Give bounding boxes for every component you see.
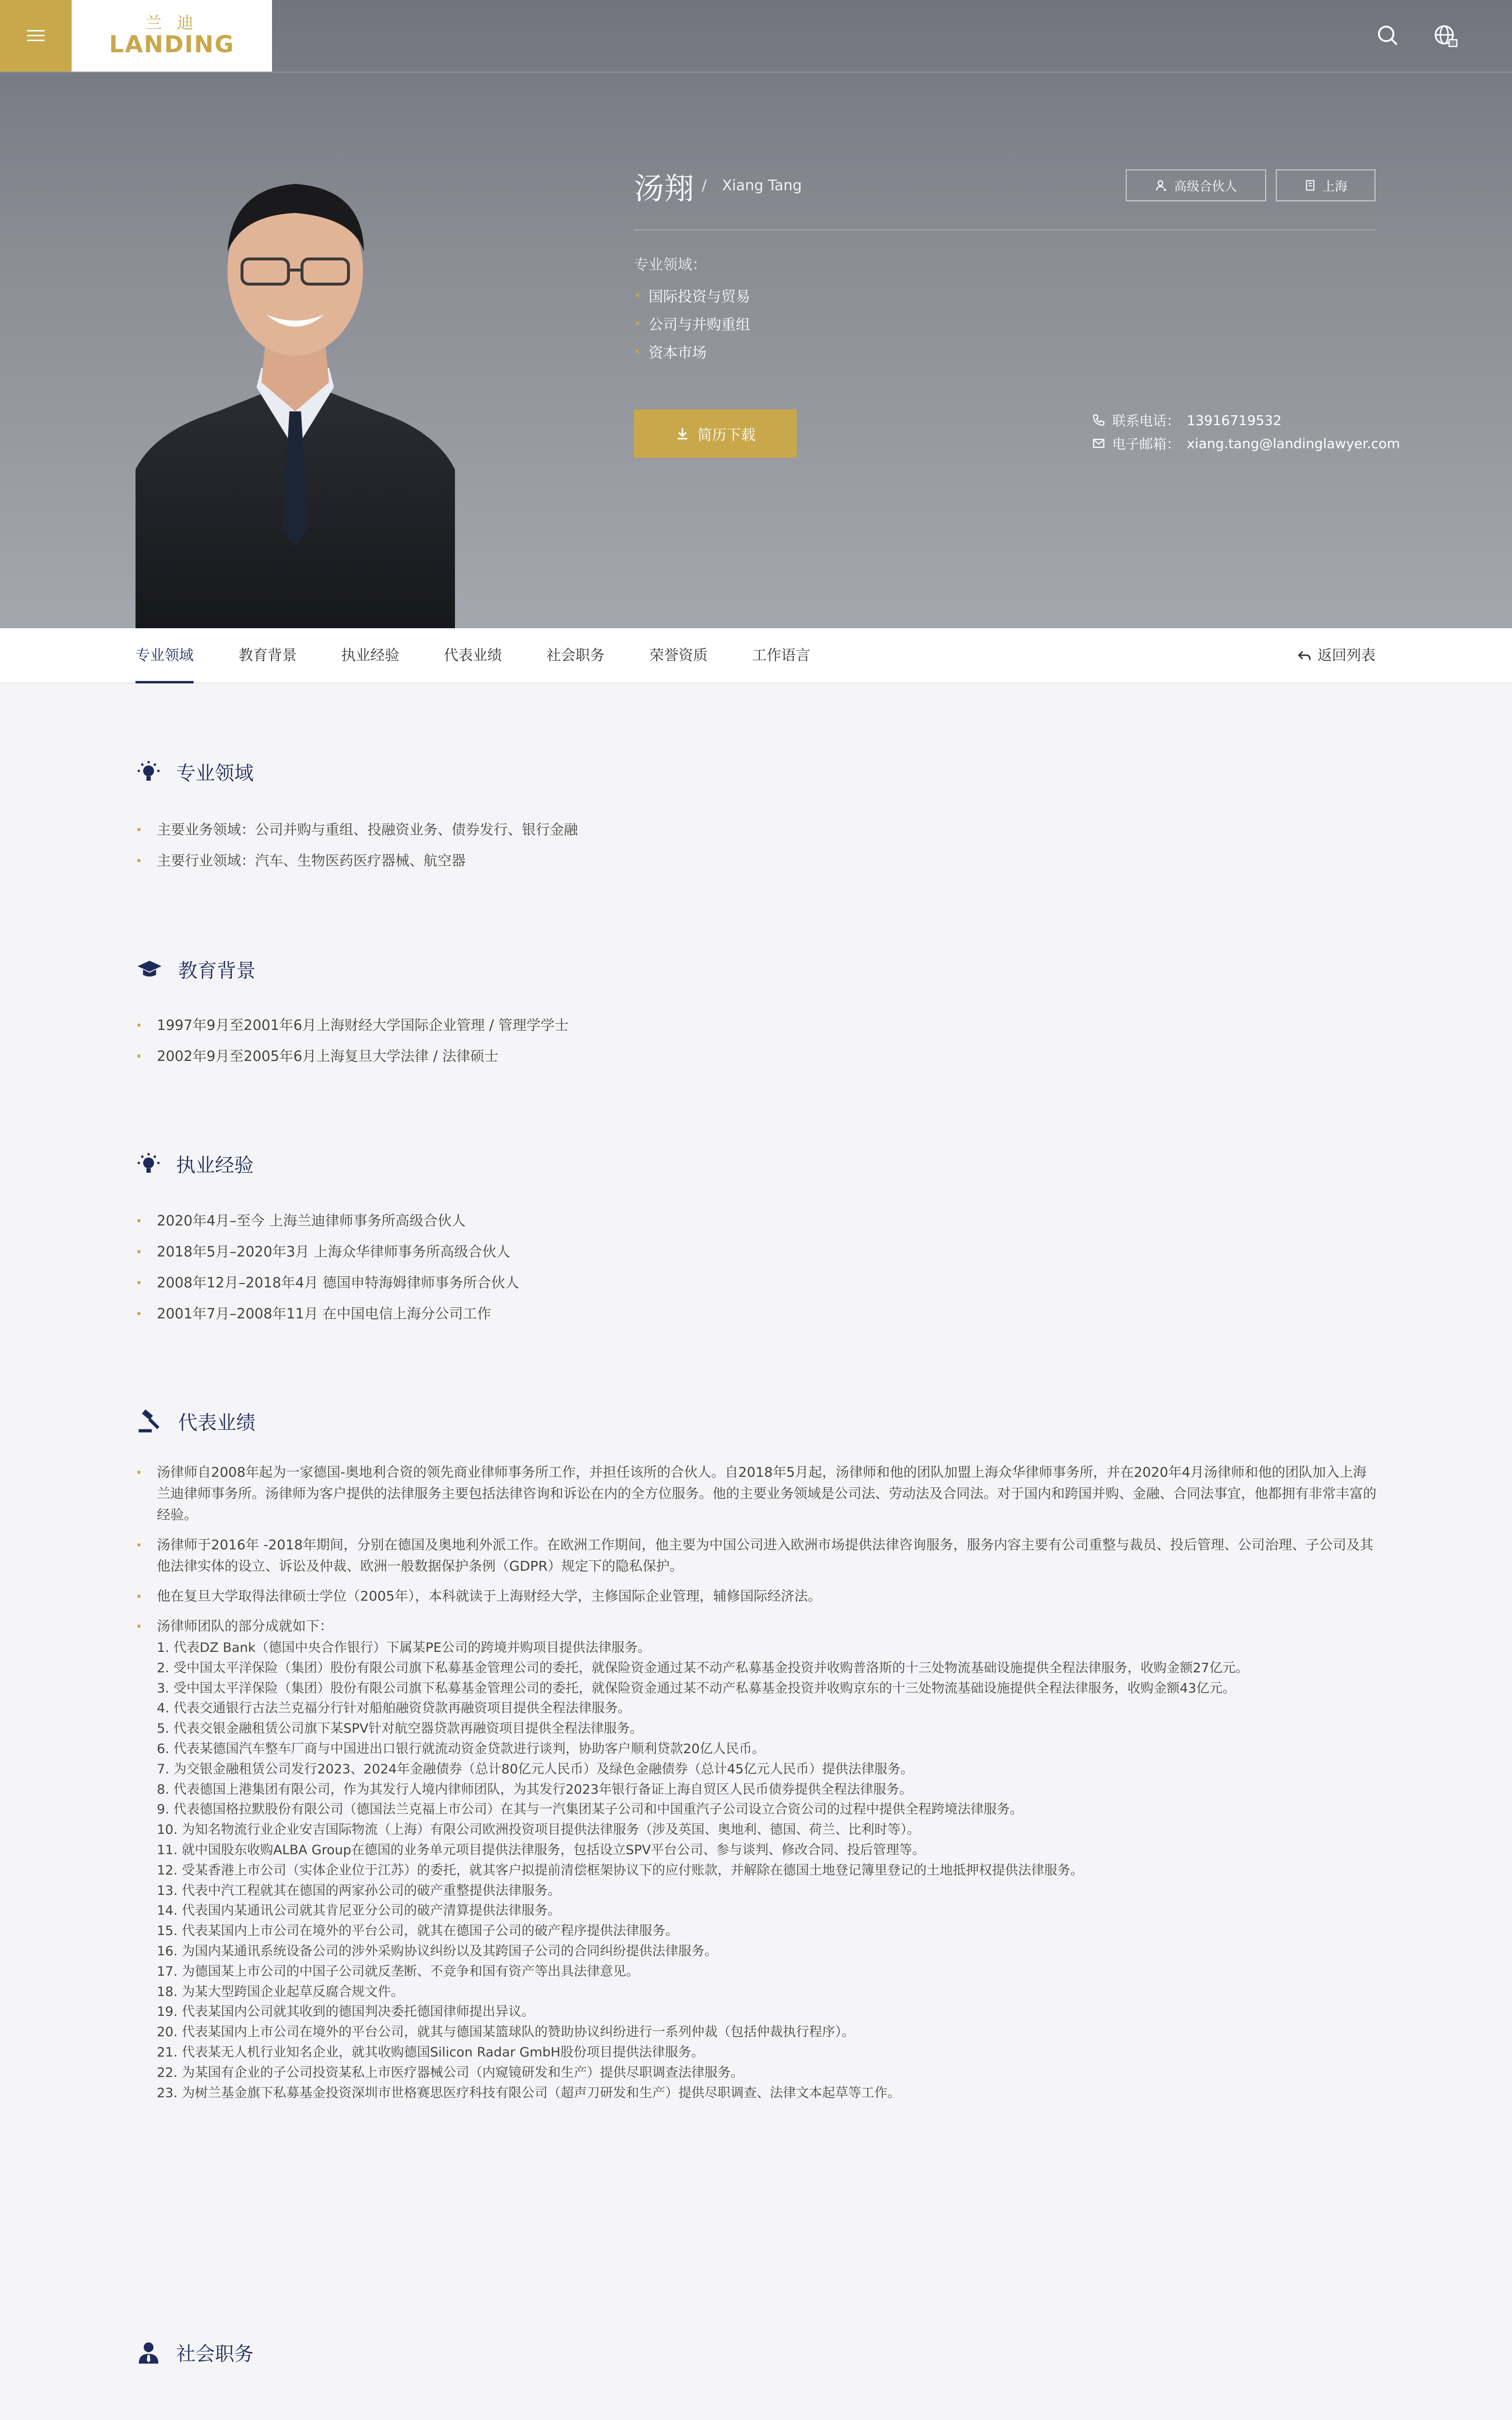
tab-honors[interactable]: 荣誉资质 bbox=[650, 647, 708, 664]
download-icon bbox=[675, 426, 690, 441]
list-item: 2002年9月至2005年6月上海复旦大学法律 / 法律硕士 bbox=[137, 1041, 1376, 1072]
list-item: 2008年12月–2018年4月 德国申特海姆律师事务所合伙人 bbox=[137, 1267, 1376, 1298]
section-achievements-header bbox=[136, 1407, 256, 1435]
case-item: 15. 代表某国内上市公司在境外的平台公司，就其在德国子公司的破产程序提供法律服务。 bbox=[157, 1923, 679, 1939]
graduation-cap-icon bbox=[136, 956, 164, 983]
phone-line bbox=[1092, 410, 1282, 430]
hamburger-icon bbox=[25, 27, 46, 45]
tab-education[interactable]: 教育背景 bbox=[239, 647, 297, 664]
person-tie-icon bbox=[136, 2340, 162, 2366]
top-bar bbox=[0, 0, 1512, 72]
lightbulb-icon bbox=[136, 759, 162, 785]
case-item: 6. 代表某德国汽车整车厂商与中国进出口银行就流动资金贷款进行谈判，协助客户顺利贷款20亿人民币。 bbox=[157, 1741, 765, 1756]
resume-download-label: 简历下载 bbox=[697, 427, 756, 444]
case-item: 21. 代表某无人机行业知名企业，就其收购德国Silicon Radar GmbH股份项目提供法律服务。 bbox=[157, 2044, 704, 2060]
case-item: 20. 代表某国内上市公司在境外的平台公司，就其与德国某篮球队的赞助协议纠纷进行一系列仲裁（包括仲裁执行程序）。 bbox=[157, 2025, 855, 2040]
search-icon[interactable] bbox=[1374, 21, 1403, 50]
back-to-list-label: 返回列表 bbox=[1317, 647, 1376, 664]
case-item: 14. 代表国内某通讯公司就其肯尼亚分公司的破产清算提供法律服务。 bbox=[157, 1903, 561, 1919]
office-badge-label: 上海 bbox=[1322, 179, 1347, 194]
phone-value[interactable]: 13916719532 bbox=[1187, 412, 1282, 428]
case-item: 18. 为某大型跨国企业起草反腐合规文件。 bbox=[157, 1984, 404, 1999]
section-achievements-title: 代表业绩 bbox=[178, 1412, 256, 1434]
list-item: 2020年4月–至今 上海兰迪律师事务所高级合伙人 bbox=[137, 1205, 1376, 1236]
lightbulb-icon bbox=[136, 1151, 162, 1177]
field-item: 资本市场 bbox=[636, 341, 707, 362]
section-experience-title: 执业经验 bbox=[176, 1154, 254, 1177]
case-item: 16. 为国内某通讯系统设备公司的涉外采购协议纠纷以及其跨国子公司的合同纠纷提供法律服务。 bbox=[157, 1943, 718, 1959]
tab-social[interactable]: 社会职务 bbox=[546, 647, 605, 664]
phone-label: 联系电话： bbox=[1112, 413, 1180, 429]
list-item: 2018年5月–2020年3月 上海众华律师事务所高级合伙人 bbox=[137, 1236, 1376, 1267]
section-social-header bbox=[136, 2339, 254, 2366]
profile-hero bbox=[0, 0, 1512, 628]
tab-languages[interactable]: 工作语言 bbox=[752, 647, 810, 664]
resume-download-button[interactable] bbox=[634, 409, 797, 458]
email-icon bbox=[1092, 437, 1105, 450]
field-item: 公司与并购重组 bbox=[636, 313, 750, 334]
experience-list bbox=[137, 1205, 1376, 1329]
case-item: 8. 代表德国上港集团有限公司，作为其发行人境内律师团队，为其发行2023年银行备证上海自贸区人民币债券提供全程法律服务。 bbox=[157, 1782, 913, 1797]
achievement-paragraph: 汤律师团队的部分成就如下： bbox=[137, 1616, 1376, 1637]
case-item: 1. 代表DZ Bank（德国中央合作银行）下属某PE公司的跨境并购项目提供法律服务。 bbox=[157, 1640, 651, 1655]
education-list bbox=[137, 1010, 1376, 1072]
back-to-list-link[interactable] bbox=[1297, 628, 1376, 683]
lawyer-portrait bbox=[136, 160, 455, 628]
lawyer-name: 汤翔 bbox=[634, 171, 695, 206]
case-item: 12. 受某香港上市公司（实体企业位于江苏）的委托，就其客户拟提前清偿框架协议下的应付账款，并解除在德国土地登记簿里登记的土地抵押权提供法律服务。 bbox=[157, 1862, 1084, 1878]
title-badge[interactable] bbox=[1126, 169, 1266, 201]
case-item: 10. 为知名物流行业企业安吉国际物流（上海）有限公司欧洲投资项目提供法律服务（涉及英国、奥地利、德国、荷兰、比利时等）。 bbox=[157, 1822, 921, 1838]
email-label: 电子邮箱： bbox=[1112, 436, 1180, 452]
email-value[interactable]: xiang.tang@landinglawyer.com bbox=[1187, 435, 1400, 452]
case-item: 5. 代表交银金融租赁公司旗下某SPV针对航空器贷款再融资项目提供全程法律服务。 bbox=[157, 1721, 643, 1737]
partner-icon bbox=[1155, 179, 1168, 192]
case-item: 2. 受中国太平洋保险（集团）股份有限公司旗下私募基金管理公司的委托，就保险资金通过某不动产私募基金投资并收购普洛斯的十三处物流基础设施提供全程法律服务，收购金额27亿元。 bbox=[157, 1660, 1249, 1676]
logo-cn: 兰 迪 bbox=[145, 14, 198, 33]
globe-icon[interactable] bbox=[1431, 21, 1460, 50]
title-badge-label: 高级合伙人 bbox=[1174, 179, 1237, 194]
list-item: 1997年9月至2001年6月上海财经大学国际企业管理 / 管理学学士 bbox=[137, 1010, 1376, 1041]
achievement-paragraph: 汤律师自2008年起为一家德国-奥地利合资的领先商业律师事务所工作，并担任该所的合伙人。自2018年5月起，汤律师和他的团队加盟上海众华律师事务所，并在2020年4月汤律师和他的团队加入上海兰迪律师事务所。汤律师为客户提供的法律服务主要包括法律咨询和诉讼在内的全方位服务。他的主要业务领域是公司法、劳动法及合同法。对于国内和跨国并购、金融、合同法事宜，他都拥有非常丰富的经验。 bbox=[137, 1462, 1376, 1526]
office-badge[interactable] bbox=[1276, 169, 1376, 201]
case-list bbox=[137, 1638, 1376, 2103]
return-icon bbox=[1297, 649, 1312, 663]
field-label: 专业领域： bbox=[634, 257, 707, 273]
section-education-header bbox=[136, 955, 256, 983]
gavel-icon bbox=[136, 1408, 164, 1435]
case-item: 17. 为德国某上市公司的中国子公司就反垄断、不竞争和国有资产等出具法律意见。 bbox=[157, 1964, 639, 1979]
section-expertise-header bbox=[136, 758, 254, 786]
section-tabs bbox=[0, 628, 1512, 683]
case-item: 13. 代表中汽工程就其在德国的两家孙公司的破产重整提供法律服务。 bbox=[157, 1883, 561, 1898]
section-expertise-title: 专业领域 bbox=[176, 762, 254, 785]
case-item: 9. 代表德国格拉默股份有限公司（德国法兰克福上市公司）在其与一汽集团某子公司和中国重汽子公司设立合资公司的过程中提供全程跨境法律服务。 bbox=[157, 1802, 1023, 1817]
section-education-title: 教育背景 bbox=[178, 960, 256, 982]
achievement-paragraph: 他在复旦大学取得法律硕士学位（2005年），本科就读于上海财经大学，主修国际企业管理，辅修国际经济法。 bbox=[137, 1586, 1376, 1607]
email-line bbox=[1092, 434, 1400, 453]
tab-experience[interactable]: 执业经验 bbox=[341, 647, 399, 664]
achievement-paragraph: 汤律师于2016年 -2018年期间，分别在德国及奥地利外派工作。在欧洲工作期间，他主要为中国公司进入欧洲市场提供法律咨询服务，服务内容主要有公司重整与裁员、投后管理、公司治理、子公司及其他法律实体的设立、诉讼及仲裁、欧洲一般数据保护条例（GDPR）规定下的隐私保护。 bbox=[137, 1534, 1376, 1577]
header-divider bbox=[0, 72, 1512, 73]
name-separator: / bbox=[702, 177, 707, 194]
case-item: 23. 为树兰基金旗下私募基金投资深圳市世格赛思医疗科技有限公司（超声刀研发和生产）提供尽职调查、法律文本起草等工作。 bbox=[157, 2085, 901, 2101]
tab-achievements[interactable]: 代表业绩 bbox=[444, 647, 502, 664]
building-icon bbox=[1304, 179, 1316, 192]
case-item: 4. 代表交通银行古法兰克福分行针对船舶融资贷款再融资项目提供全程法律服务。 bbox=[157, 1701, 631, 1716]
phone-icon bbox=[1092, 413, 1105, 427]
section-social-title: 社会职务 bbox=[176, 2343, 254, 2365]
case-item: 3. 受中国太平洋保险（集团）股份有限公司旗下私募基金管理公司的委托，就保险资金通过某不动产私募基金投资并收购京东的十三处物流基础设施提供全程法律服务，收购金额43亿元。 bbox=[157, 1680, 1236, 1696]
section-experience-header bbox=[136, 1150, 254, 1178]
list-item: 主要业务领域：公司并购与重组、投融资业务、债券发行、银行金融 bbox=[137, 814, 1376, 845]
field-item: 国际投资与贸易 bbox=[636, 285, 750, 306]
list-item: 主要行业领域：汽车、生物医药医疗器械、航空器 bbox=[137, 845, 1376, 876]
case-item: 19. 代表某国内公司就其收到的德国判决委托德国律师提出异议。 bbox=[157, 2004, 535, 2020]
case-item: 7. 为交银金融租赁公司发行2023、2024年金融债券（总计80亿元人民币）及绿色金融债券（总计45亿元人民币）提供法律服务。 bbox=[157, 1761, 914, 1777]
case-item: 22. 为某国有企业的子公司投资某私上市医疗器械公司（内窥镜研发和生产）提供尽职调查法律服务。 bbox=[157, 2065, 744, 2080]
menu-button[interactable] bbox=[0, 0, 72, 72]
achievements-content bbox=[137, 1462, 1376, 2103]
expertise-list bbox=[137, 814, 1376, 876]
lawyer-name-en: Xiang Tang bbox=[722, 177, 802, 194]
list-item: 2001年7月–2008年11月 在中国电信上海分公司工作 bbox=[137, 1298, 1376, 1329]
site-logo[interactable] bbox=[72, 0, 272, 72]
logo-en: LANDING bbox=[109, 31, 235, 58]
tab-expertise[interactable]: 专业领域 bbox=[136, 628, 194, 683]
hero-divider bbox=[634, 229, 1376, 230]
case-item: 11. 就中国股东收购ALBA Group在德国的业务单元项目提供法律服务，包括设立SPV平台公司、参与谈判、修改合同、投后管理等。 bbox=[157, 1842, 925, 1858]
